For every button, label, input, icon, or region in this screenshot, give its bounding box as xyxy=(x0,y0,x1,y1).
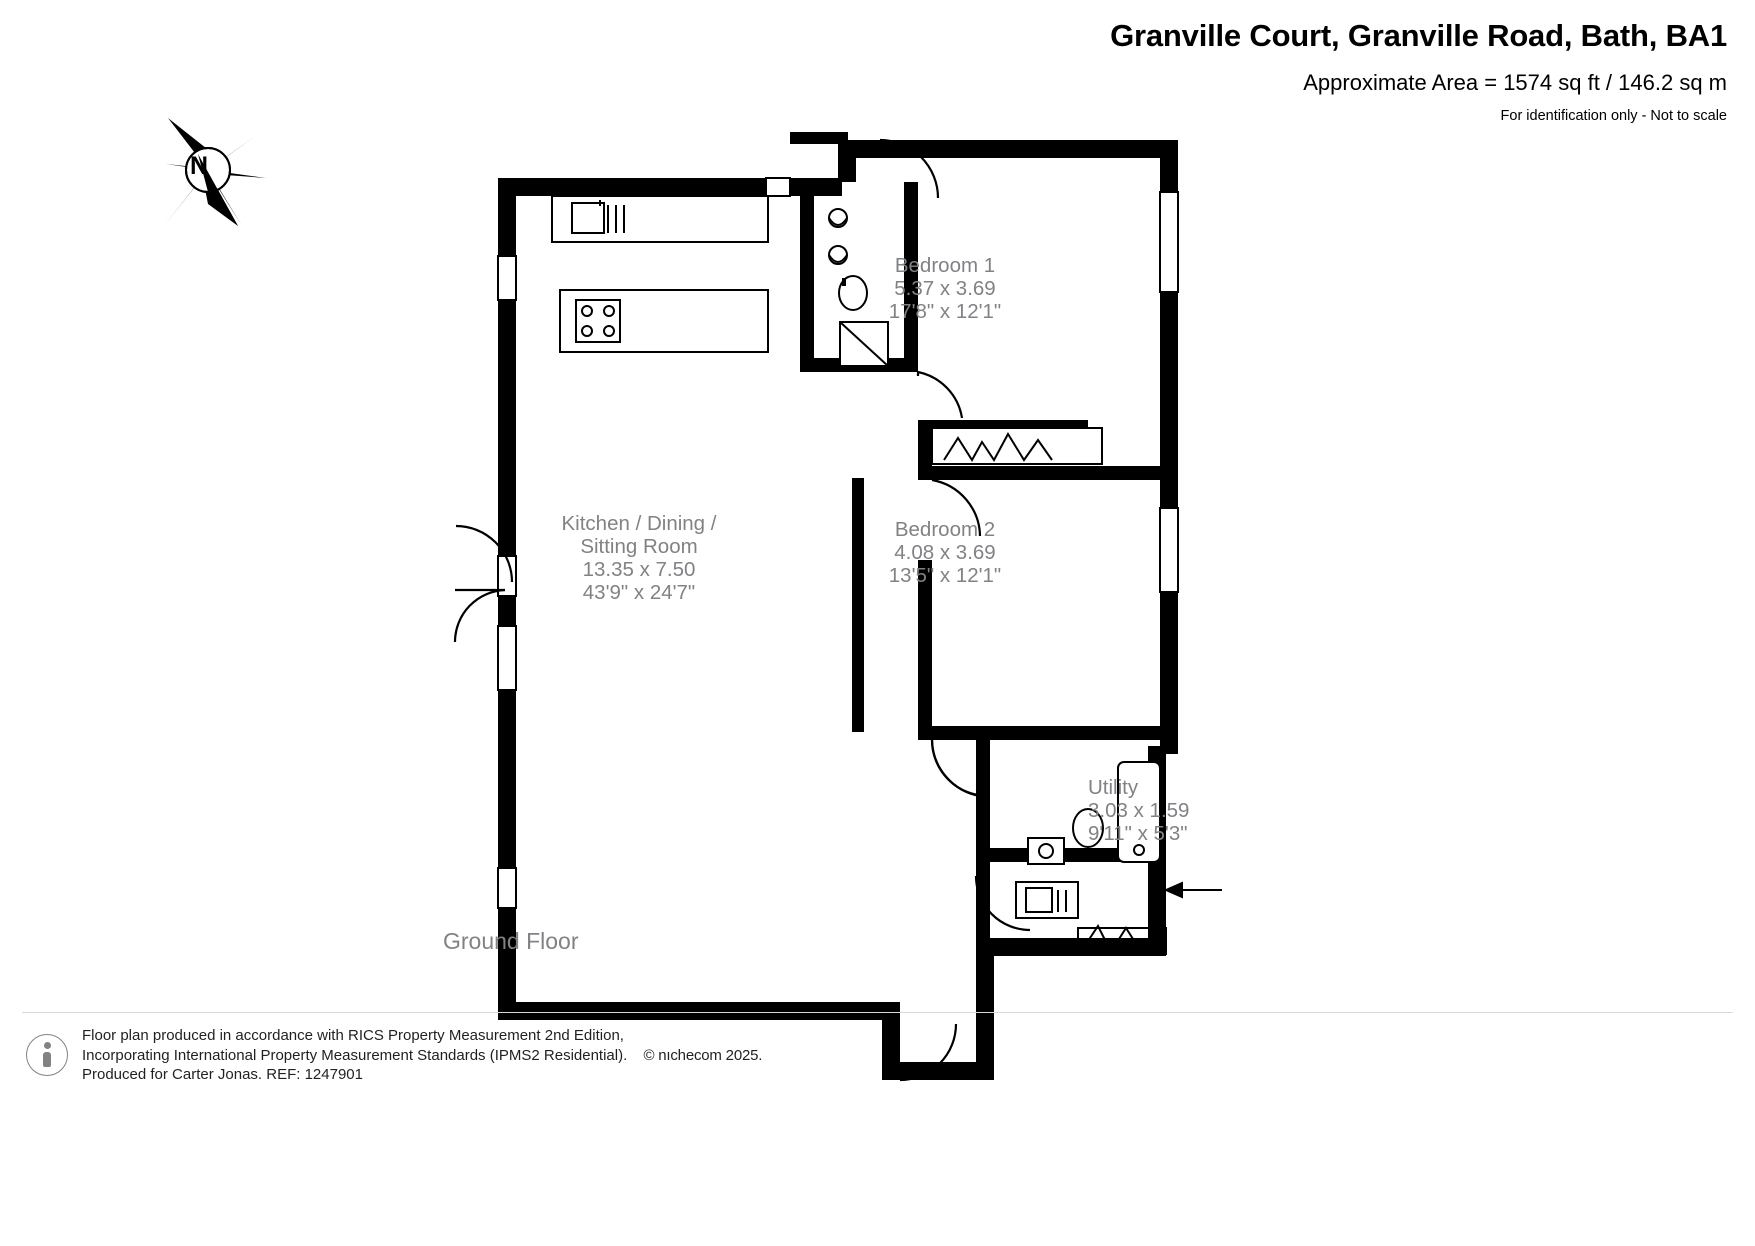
footer-divider xyxy=(22,1012,1733,1013)
approximate-area: Approximate Area = 1574 sq ft / 146.2 sq m xyxy=(1303,70,1727,95)
room-dimension-imperial: 43'9" x 24'7" xyxy=(582,581,696,604)
footer-line-2a: Incorporating International Property Measurement Standards (IPMS2 Residential). xyxy=(82,1046,628,1064)
room-label-bedroom-2 xyxy=(800,518,1090,587)
floor-level-label: Ground Floor xyxy=(443,928,579,954)
room-name: Utility xyxy=(1088,776,1139,799)
room-label-kitchen xyxy=(494,512,784,604)
person-icon xyxy=(26,1034,68,1076)
room-dimension-metric: 4.08 x 3.69 xyxy=(894,541,996,564)
footer-line-1: Floor plan produced in accordance with RICS Property Measurement 2nd Edition, xyxy=(82,1027,624,1044)
footer-line-3: Produced for Carter Jonas. REF: 1247901 xyxy=(82,1066,363,1083)
utility-leader-line xyxy=(1166,883,1222,897)
footer-copyright: © nıchecom 2025. xyxy=(643,1046,763,1064)
footer xyxy=(26,1026,762,1085)
room-dimension-imperial: 13'5" x 12'1" xyxy=(888,564,1002,587)
room-name: Bedroom 2 xyxy=(894,518,996,541)
room-label-bedroom-1 xyxy=(800,254,1090,323)
room-dimension-metric: 5.37 x 3.69 xyxy=(894,277,996,300)
room-dimension-metric: 13.35 x 7.50 xyxy=(582,558,696,581)
room-name: Bedroom 1 xyxy=(894,254,996,277)
room-dimension-imperial: 9'11" x 5'3" xyxy=(1088,822,1188,845)
compass-north-label: N xyxy=(190,152,209,180)
room-dimension-metric: 3.03 x 1.59 xyxy=(1088,799,1190,822)
room-name-line2: Sitting Room xyxy=(580,535,698,558)
identification-disclaimer: For identification only - Not to scale xyxy=(1500,108,1727,124)
room-label-utility xyxy=(1088,776,1288,845)
room-dimension-imperial: 17'8" x 12'1" xyxy=(888,300,1002,323)
room-name-line1: Kitchen / Dining / xyxy=(561,512,717,535)
page-title: Granville Court, Granville Road, Bath, BA1 xyxy=(1110,18,1727,53)
